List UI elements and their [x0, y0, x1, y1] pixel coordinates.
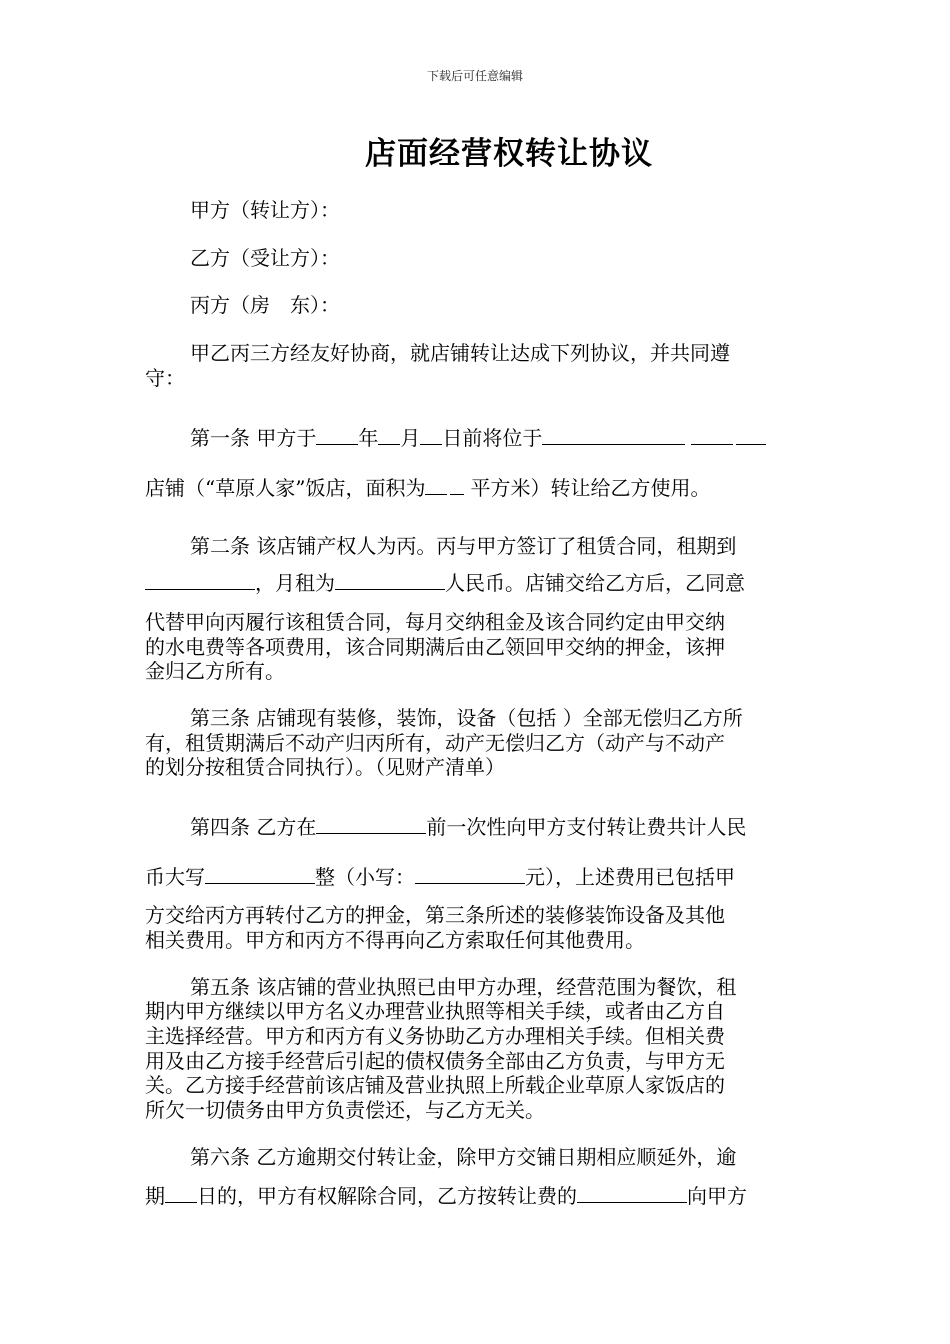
article-5-line-6: 所欠一切债务由甲方负责偿还，与乙方无关。: [145, 1098, 545, 1122]
article-1-line-1: [190, 424, 860, 451]
article-4-line-4: 相关费用。甲方和丙方不得再向乙方索取任何其他费用。: [145, 928, 645, 952]
article-1-day-label: 日前将位于: [442, 426, 543, 450]
area-blank[interactable]: [425, 474, 447, 495]
article-5-line-1: 第五条 该店铺的营业执照已由甲方办理，经营范围为餐饮，租: [190, 975, 737, 999]
area-blank-2[interactable]: [450, 474, 464, 495]
article-6-termination-text: 日的，甲方有权解除合同，乙方按转让费的: [197, 1184, 577, 1208]
article-2-line-1: 第二条 该店铺产权人为丙。丙与甲方签订了租赁合同，租期到: [190, 534, 737, 558]
article-6-period-label: 期: [145, 1184, 165, 1208]
article-3-line-1: 第三条 店铺现有装修，装饰，设备（包括 ）全部无偿归乙方所: [190, 706, 743, 730]
article-2-line-4: 的水电费等各项费用，该合同期满后由乙领回甲交纳的押金，该押: [145, 635, 725, 659]
article-1-area-text: 平方米）转让给乙方使用。: [470, 476, 711, 500]
party-a-line: 甲方（转让方）：: [190, 198, 340, 222]
article-4-line-2: [145, 863, 815, 890]
location-blank-3[interactable]: [736, 424, 766, 445]
article-6-line-2: [145, 1182, 815, 1209]
article-3-line-3: 的划分按租赁合同执行）。（见财产清单）: [145, 755, 505, 779]
article-5-line-3: 主选择经营。甲方和丙方有义务协助乙方办理相关手续。但相关费: [145, 1024, 725, 1048]
monthly-rent-blank[interactable]: [335, 569, 445, 590]
overdue-days-blank[interactable]: [165, 1182, 197, 1203]
party-c-line: 丙方（房 东）：: [190, 293, 340, 317]
article-4-text: 第四条 乙方在: [190, 815, 317, 839]
article-1-year-label: 年: [358, 426, 379, 450]
payment-date-blank[interactable]: [316, 813, 426, 834]
intro-line-1: 甲乙丙三方经友好协商，就店铺转让达成下列协议，并共同遵: [190, 341, 730, 365]
lease-end-blank[interactable]: [145, 569, 255, 590]
article-1-month-label: 月: [400, 426, 421, 450]
article-5-line-2: 期内甲方继续以甲方名义办理营业执照等相关手续，或者由乙方自: [145, 999, 725, 1023]
amount-uppercase-blank[interactable]: [205, 863, 315, 884]
header-note: 下载后可任意编辑: [426, 69, 523, 83]
article-4-yuan-text: 元），上述费用已包括甲: [525, 865, 735, 889]
article-2-line-5: 金归乙方所有。: [145, 659, 285, 683]
article-6-to-party-a-text: 向甲方: [687, 1184, 747, 1208]
article-1-text: 第一条 甲方于: [190, 426, 317, 450]
page-title: 店面经营权转让协议: [365, 136, 653, 172]
article-2-rent-text: 人民币。店铺交给乙方后，乙同意: [445, 571, 745, 595]
article-2-line-2: [145, 569, 815, 596]
article-2-line-3: 代替甲向丙履行该租赁合同，每月交纳租金及该合同约定由甲交纳: [145, 610, 725, 634]
article-4-uppercase-label: 币大写: [145, 865, 205, 889]
article-4-lowercase-label: 整（小写：: [315, 865, 415, 889]
amount-lowercase-blank[interactable]: [415, 863, 525, 884]
article-6-line-1: 第六条 乙方逾期交付转让金，除甲方交铺日期相应顺延外，逾: [190, 1145, 737, 1169]
month-blank[interactable]: [378, 424, 400, 445]
location-blank-2[interactable]: [691, 424, 733, 445]
party-b-line: 乙方（受让方）：: [190, 246, 340, 270]
article-2-rent-label: ，月租为: [255, 571, 335, 595]
article-4-payment-text: 前一次性向甲方支付转让费共计人民: [426, 815, 747, 839]
article-3-line-2: 有，租赁期满后不动产归丙所有，动产无偿归乙方（动产与不动产: [145, 731, 725, 755]
article-5-line-4: 用及由乙方接手经营后引起的债权债务全部由乙方负责，与甲方无: [145, 1049, 725, 1073]
article-4-line-3: 方交给丙方再转付乙方的押金，第三条所述的装修装饰设备及其他: [145, 903, 725, 927]
article-4-line-1: [190, 813, 860, 840]
day-blank[interactable]: [420, 424, 442, 445]
location-blank[interactable]: [542, 424, 685, 445]
penalty-rate-blank[interactable]: [577, 1182, 687, 1203]
article-5-line-5: 关。乙方接手经营前该店铺及营业执照上所载企业草原人家饭店的: [145, 1073, 725, 1097]
article-1-line-2: [145, 474, 815, 501]
year-blank[interactable]: [316, 424, 358, 445]
article-1-shop-text: 店铺（“草原人家”饭店，面积为: [145, 476, 426, 500]
intro-line-2: 守：: [145, 366, 185, 390]
